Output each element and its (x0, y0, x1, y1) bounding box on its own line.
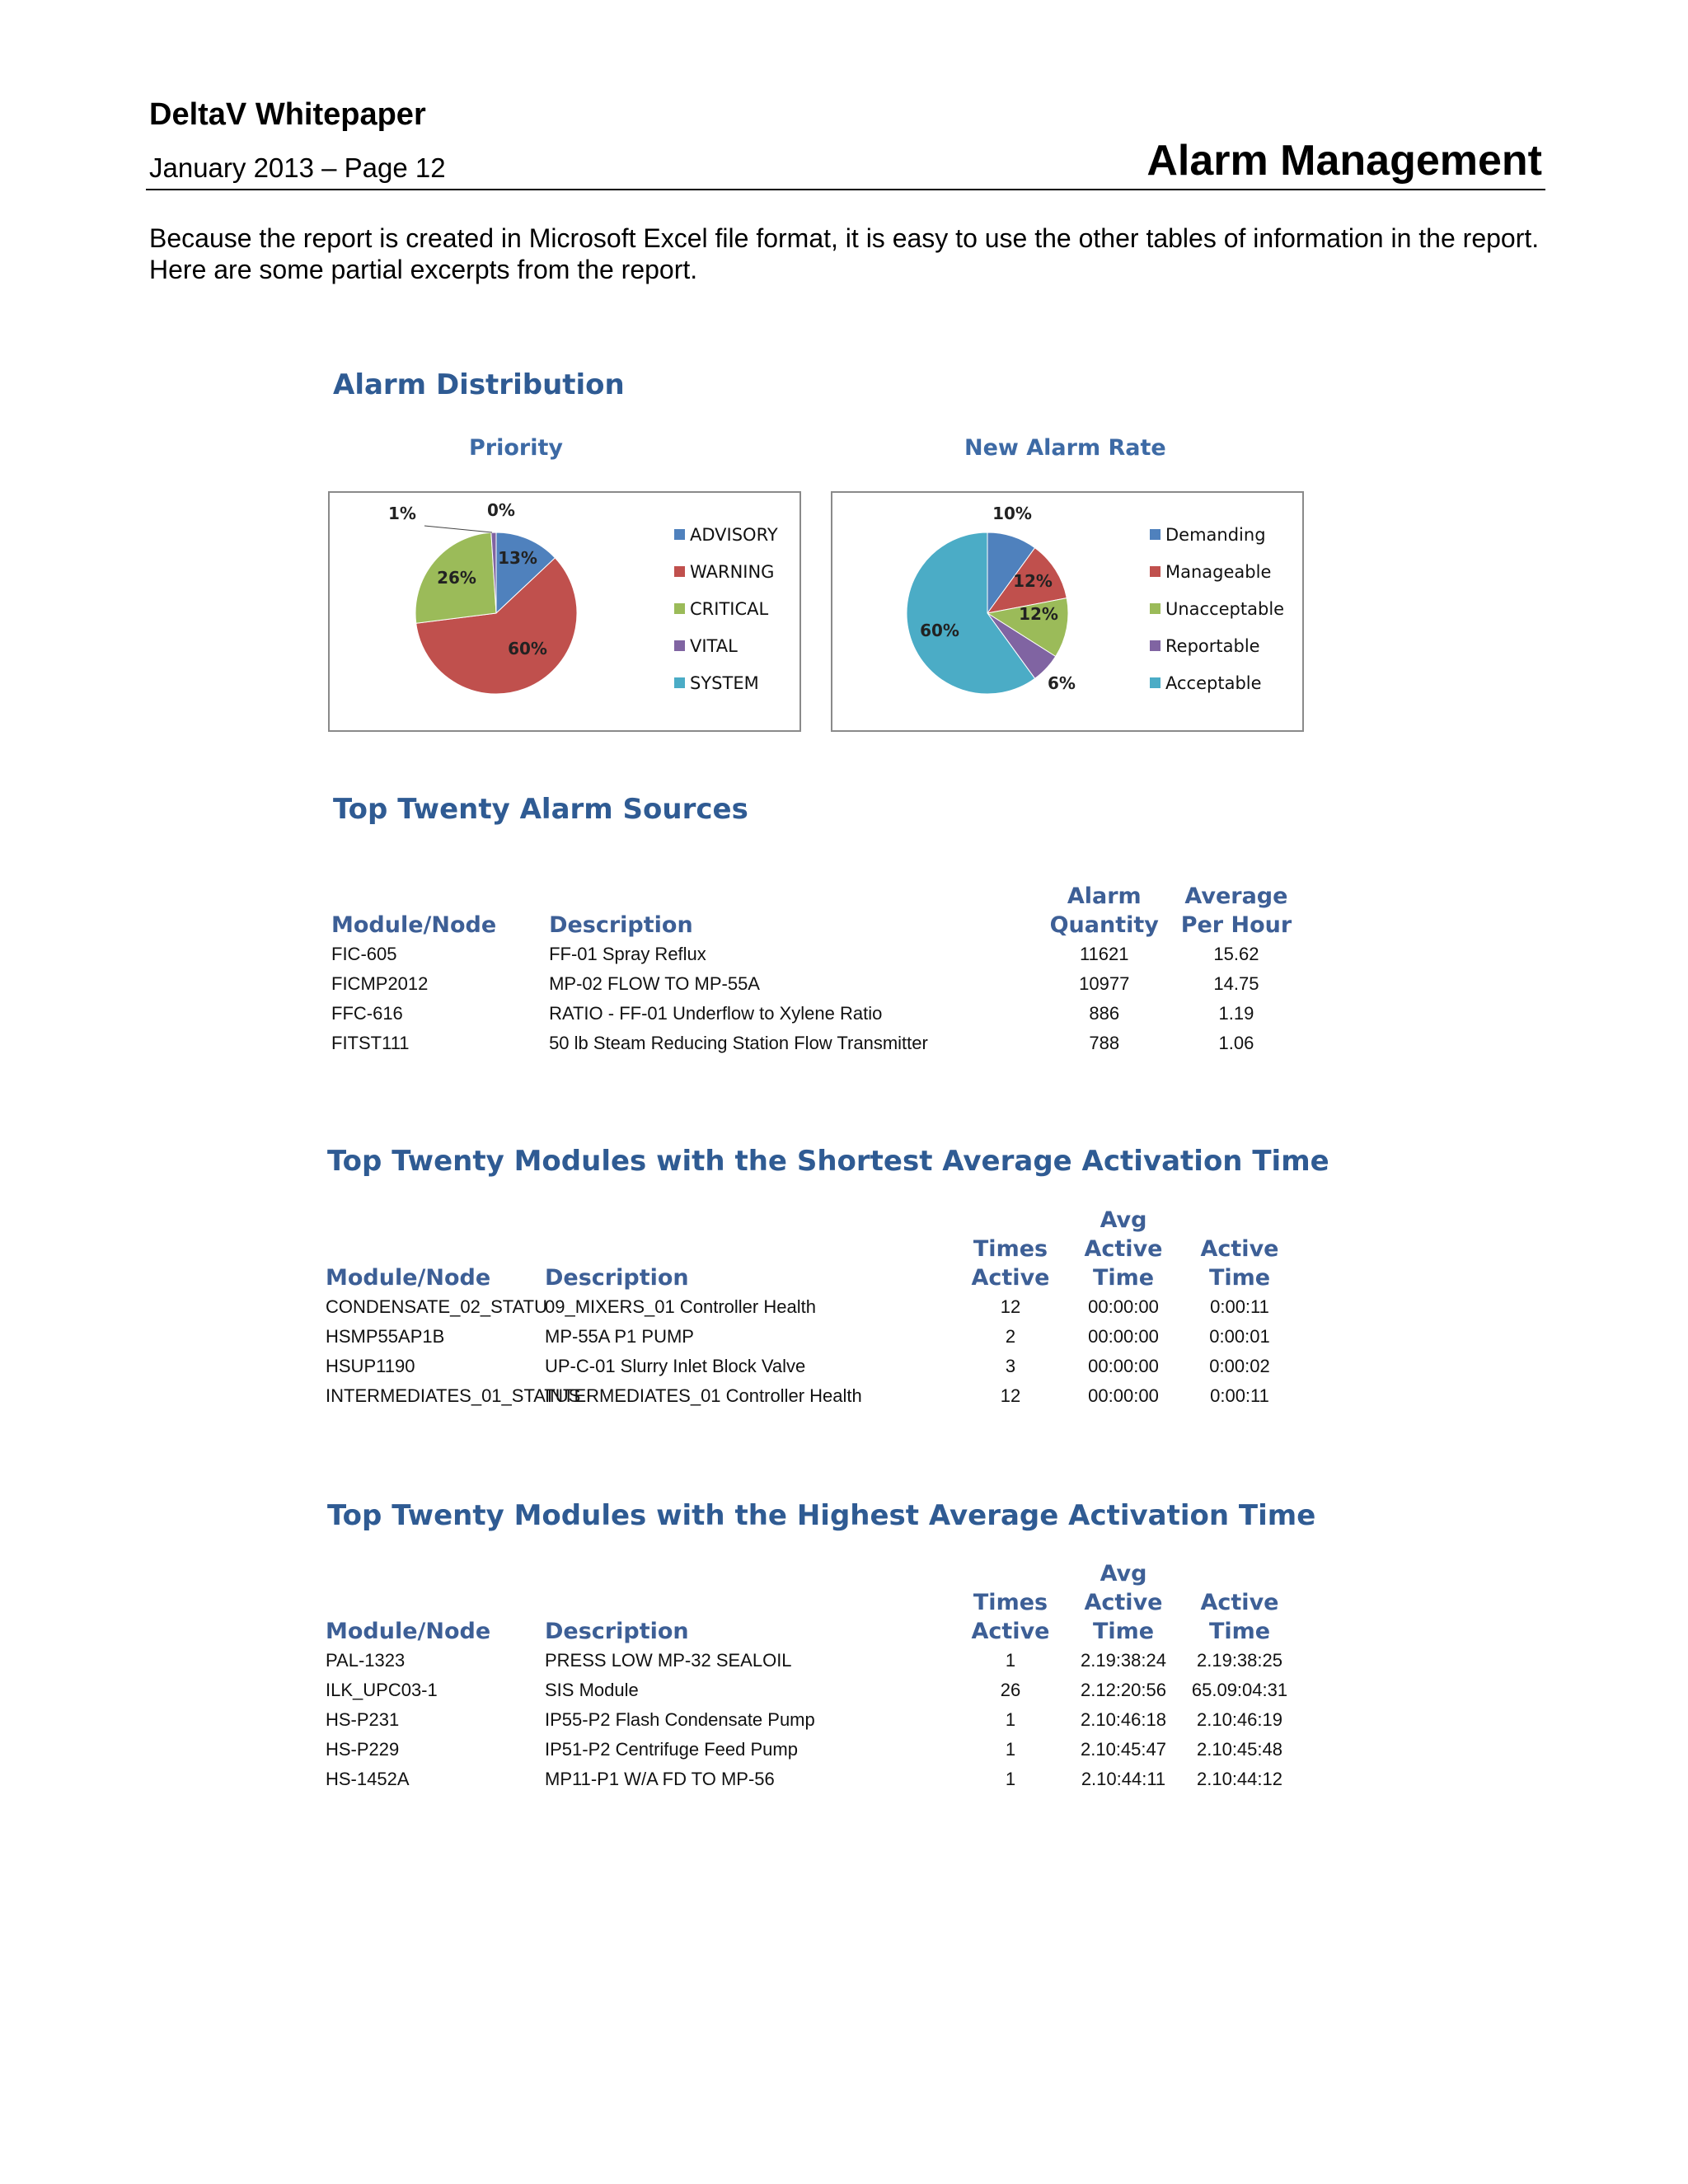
priority-chart (328, 491, 801, 732)
header-line: Times (973, 1590, 1048, 1615)
legend-swatch (1150, 677, 1160, 688)
cell-avg-active-time: 00:00:00 (1088, 1326, 1159, 1347)
column-header-avg-active-time (1066, 1206, 1181, 1292)
legend-label: Acceptable (1165, 673, 1262, 693)
header-line: Time (1092, 1619, 1155, 1644)
column-header-module: Module/Node (326, 1265, 491, 1291)
table-row (331, 999, 1314, 1029)
cell-module: FITST111 (331, 1033, 410, 1053)
cell-quantity: 10977 (1079, 973, 1130, 994)
pie-data-label-system: 0% (487, 500, 515, 520)
legend-label: WARNING (690, 561, 775, 582)
rate-legend (1150, 516, 1284, 701)
pie-data-label-unacceptable: 12% (1019, 604, 1058, 624)
cell-module: FICMP2012 (331, 973, 429, 994)
table-row (331, 969, 1314, 999)
top-sources-clip (331, 882, 1320, 1057)
legend-swatch (1150, 603, 1160, 614)
cell-active-time: 0:00:02 (1209, 1356, 1270, 1376)
legend-label: Demanding (1165, 524, 1266, 545)
cell-avg-active-time: 2.10:46:18 (1081, 1709, 1166, 1730)
legend-item-reportable (1150, 627, 1284, 664)
pie-data-label-acceptable: 60% (920, 621, 959, 640)
legend-item-critical (674, 590, 778, 627)
alarm-distribution-title: Alarm Distribution (333, 368, 625, 401)
cell-module: HS-1452A (326, 1769, 410, 1789)
cell-module: INTERMEDIATES_01_STATUS (326, 1385, 581, 1406)
cell-per-hour: 1.06 (1218, 1033, 1254, 1053)
legend-swatch (674, 603, 685, 614)
cell-module: CONDENSATE_02_STATU (326, 1296, 547, 1317)
cell-module: HSMP55AP1B (326, 1326, 445, 1347)
priority-legend (674, 516, 778, 701)
column-header-description: Description (545, 1265, 689, 1291)
column-header-times-active (955, 1206, 1066, 1292)
table-row (326, 1646, 1298, 1675)
column-header-description: Description (545, 1619, 689, 1644)
cell-times-active: 2 (1005, 1326, 1016, 1347)
legend-label: Reportable (1165, 635, 1260, 656)
legend-item-demanding (1150, 516, 1284, 553)
column-header-active-time (1181, 1206, 1298, 1292)
pie-data-label-reportable: 6% (1048, 673, 1076, 693)
legend-swatch (674, 640, 685, 651)
rate-chart-title: New Alarm Rate (964, 435, 1166, 461)
highest-activation-title: Top Twenty Modules with the Highest Average Activation Time (327, 1499, 1316, 1532)
header-line: Time (1208, 1265, 1271, 1291)
cell-avg-active-time: 00:00:00 (1088, 1385, 1159, 1406)
document-title: DeltaV Whitepaper (149, 97, 426, 132)
pie-data-label-manageable: 12% (1013, 571, 1053, 591)
column-header-description: Description (549, 912, 693, 938)
table-row (326, 1292, 1298, 1322)
cell-times-active: 3 (1005, 1356, 1016, 1376)
legend-label: Unacceptable (1165, 598, 1285, 619)
cell-module: HSUP1190 (326, 1356, 415, 1376)
legend-label: SYSTEM (690, 673, 759, 693)
table-header-row (331, 882, 1314, 940)
cell-active-time: 2.10:44:12 (1197, 1769, 1282, 1789)
cell-description: UP-C-01 Slurry Inlet Block Valve (545, 1356, 806, 1376)
top-sources-table (331, 882, 1314, 1058)
cell-description: FF-01 Spray Reflux (549, 944, 706, 964)
cell-module: HS-P231 (326, 1709, 400, 1730)
column-header-average-per-hour (1159, 882, 1314, 940)
cell-quantity: 788 (1089, 1033, 1120, 1053)
table-row (326, 1352, 1298, 1381)
pie-data-label-vital: 1% (388, 504, 416, 523)
header-line: Quantity (1049, 912, 1159, 938)
legend-item-warning (674, 553, 778, 590)
label-leader-line (424, 526, 492, 532)
header-line: Time (1208, 1619, 1271, 1644)
new-alarm-rate-chart (831, 491, 1304, 732)
column-header-avg-active-time (1066, 1559, 1181, 1646)
cell-module: HS-P229 (326, 1739, 400, 1760)
priority-chart-title: Priority (469, 435, 563, 461)
legend-label: Manageable (1165, 561, 1272, 582)
cell-per-hour: 1.19 (1218, 1003, 1254, 1024)
header-line: Time (1092, 1265, 1155, 1291)
cell-module: PAL-1323 (326, 1650, 406, 1671)
table-row (326, 1735, 1298, 1765)
cell-description: 09_MIXERS_01 Controller Health (545, 1296, 816, 1317)
table-row (331, 1029, 1314, 1058)
table-header-row (326, 1206, 1298, 1292)
cell-active-time: 0:00:01 (1209, 1326, 1270, 1347)
cell-description: IP51-P2 Centrifuge Feed Pump (545, 1739, 798, 1760)
header-line: Avg (1100, 1207, 1147, 1233)
intro-paragraph: Because the report is created in Microsoft Excel file format, it is easy to use the other tables of information in the report. Here are some partial excerpts from the report. (149, 223, 1540, 284)
column-header-module: Module/Node (326, 1619, 491, 1644)
cell-per-hour: 15.62 (1213, 944, 1259, 964)
cell-description: MP11-P1 W/A FD TO MP-56 (545, 1769, 775, 1789)
cell-times-active: 1 (1005, 1650, 1016, 1671)
pie-data-label-warning: 60% (508, 639, 547, 658)
table-row (331, 940, 1314, 969)
cell-quantity: 886 (1089, 1003, 1120, 1024)
header-line: Avg (1100, 1561, 1147, 1586)
header-divider (146, 189, 1545, 190)
legend-item-unacceptable (1150, 590, 1284, 627)
table-row (326, 1381, 1298, 1411)
cell-avg-active-time: 2.19:38:24 (1081, 1650, 1166, 1671)
shortest-activation-table (326, 1206, 1298, 1411)
legend-item-manageable (1150, 553, 1284, 590)
header-line: Active (1200, 1236, 1279, 1262)
cell-active-time: 2.10:46:19 (1197, 1709, 1282, 1730)
table-row (326, 1322, 1298, 1352)
cell-active-time: 65.09:04:31 (1191, 1680, 1288, 1700)
cell-per-hour: 14.75 (1213, 973, 1259, 994)
cell-description: SIS Module (545, 1680, 639, 1700)
legend-item-acceptable (1150, 664, 1284, 701)
pie-data-label-advisory: 13% (498, 548, 537, 568)
cell-description: MP-55A P1 PUMP (545, 1326, 694, 1347)
legend-swatch (674, 677, 685, 688)
cell-avg-active-time: 2.10:45:47 (1081, 1739, 1166, 1760)
legend-item-vital (674, 627, 778, 664)
cell-avg-active-time: 2.12:20:56 (1081, 1680, 1166, 1700)
cell-active-time: 0:00:11 (1210, 1385, 1269, 1406)
header-line: Active (971, 1265, 1050, 1291)
cell-active-time: 0:00:11 (1210, 1296, 1269, 1317)
header-line: Average (1184, 883, 1288, 909)
legend-swatch (674, 566, 685, 577)
header-line: Times (973, 1236, 1048, 1262)
cell-times-active: 12 (1000, 1385, 1021, 1406)
document-topic: Alarm Management (1146, 137, 1542, 185)
cell-times-active: 12 (1000, 1296, 1021, 1317)
cell-active-time: 2.10:45:48 (1197, 1739, 1282, 1760)
table-row (326, 1675, 1298, 1705)
header-line: Alarm (1067, 883, 1142, 909)
cell-times-active: 1 (1005, 1709, 1016, 1730)
cell-description: IP55-P2 Flash Condensate Pump (545, 1709, 815, 1730)
cell-description: 50 lb Steam Reducing Station Flow Transmitter (549, 1033, 928, 1053)
shortest-activation-title: Top Twenty Modules with the Shortest Average Activation Time (327, 1145, 1329, 1178)
header-line: Active (1084, 1590, 1163, 1615)
legend-item-system (674, 664, 778, 701)
legend-label: VITAL (690, 635, 738, 656)
cell-module: FFC-616 (331, 1003, 403, 1024)
column-header-module: Module/Node (331, 912, 497, 938)
cell-module: ILK_UPC03-1 (326, 1680, 438, 1700)
column-header-alarm-quantity (1050, 882, 1159, 940)
pie-data-label-demanding: 10% (992, 504, 1032, 523)
legend-swatch (1150, 529, 1160, 540)
legend-swatch (1150, 566, 1160, 577)
cell-description: INTERMEDIATES_01 Controller Health (545, 1385, 862, 1406)
pie-data-label-critical: 26% (437, 568, 476, 588)
column-header-active-time (1181, 1559, 1298, 1646)
header-line: Active (1084, 1236, 1163, 1262)
cell-quantity: 11621 (1079, 944, 1129, 964)
top-sources-title: Top Twenty Alarm Sources (333, 793, 748, 826)
legend-label: ADVISORY (690, 524, 778, 545)
date-page-line: January 2013 – Page 12 (149, 152, 446, 183)
legend-swatch (674, 529, 685, 540)
cell-times-active: 1 (1005, 1769, 1016, 1789)
header-line: Per Hour (1180, 912, 1292, 938)
legend-swatch (1150, 640, 1160, 651)
cell-description: RATIO - FF-01 Underflow to Xylene Ratio (549, 1003, 883, 1024)
cell-avg-active-time: 00:00:00 (1088, 1356, 1159, 1376)
cell-active-time: 2.19:38:25 (1197, 1650, 1282, 1671)
table-row (326, 1705, 1298, 1735)
cell-times-active: 1 (1005, 1739, 1016, 1760)
table-header-row (326, 1559, 1298, 1646)
legend-label: CRITICAL (690, 598, 769, 619)
cell-module: FIC-605 (331, 944, 397, 964)
cell-avg-active-time: 2.10:44:11 (1081, 1769, 1166, 1789)
column-header-times-active (955, 1559, 1066, 1646)
header-line: Active (971, 1619, 1050, 1644)
cell-times-active: 26 (1000, 1680, 1021, 1700)
cell-avg-active-time: 00:00:00 (1088, 1296, 1159, 1317)
legend-item-advisory (674, 516, 778, 553)
header-line: Active (1200, 1590, 1279, 1615)
cell-description: PRESS LOW MP-32 SEALOIL (545, 1650, 792, 1671)
highest-activation-table (326, 1559, 1298, 1794)
table-row (326, 1765, 1298, 1794)
cell-description: MP-02 FLOW TO MP-55A (549, 973, 760, 994)
